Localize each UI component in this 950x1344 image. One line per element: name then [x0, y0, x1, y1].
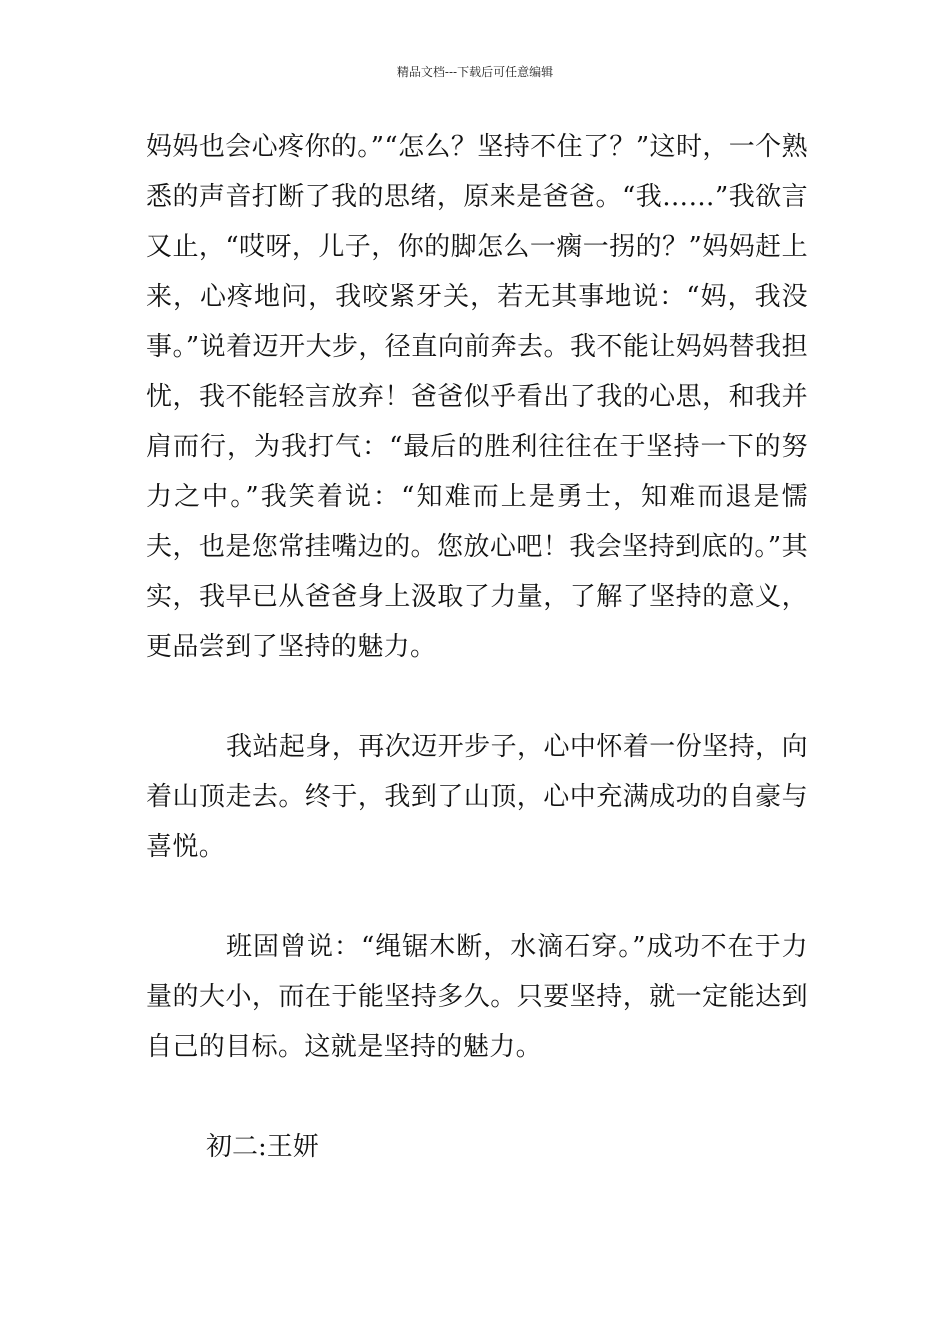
document-body	[146, 122, 808, 1172]
paragraph-continued: 妈妈也会心疼你的。”“怎么？坚持不住了？”这时，一个熟悉的声音打断了我的思绪，原来是爸爸。“我……”我欲言又止，“哎呀，儿子，你的脚怎么一瘸一拐的？”妈妈赶上来，心疼地问，我咬紧牙关，若无其事地说：“妈，我没事。”说着迈开大步，径直向前奔去。我不能让妈妈替我担忧，我不能轻言放弃！爸爸似乎看出了我的心思，和我并肩而行，为我打气：“最后的胜利往往在于坚持一下的努力之中。”我笑着说：“知难而上是勇士，知难而退是懦夫，也是您常挂嘴边的。您放心吧！我会坚持到底的。”其实，我早已从爸爸身上汲取了力量，了解了坚持的意义，更品尝到了坚持的魅力。	[146, 132, 808, 662]
paragraph-gap	[146, 872, 808, 922]
author-signature: 初二:王妍	[206, 1132, 319, 1162]
paragraph-conclusion: 班固曾说：“绳锯木断，水滴石穿。”成功不在于力量的大小，而在于能坚持多久。只要坚持，就一定能达到自己的目标。这就是坚持的魅力。	[146, 932, 808, 1062]
paragraph-gap	[146, 672, 808, 722]
paragraph-summit: 我站起身，再次迈开步子，心中怀着一份坚持，向着山顶走去。终于，我到了山顶，心中充满成功的自豪与喜悦。	[146, 732, 808, 862]
paragraph-gap	[146, 1072, 808, 1122]
page-header: 精品文档---下载后可任意编辑	[396, 65, 554, 79]
